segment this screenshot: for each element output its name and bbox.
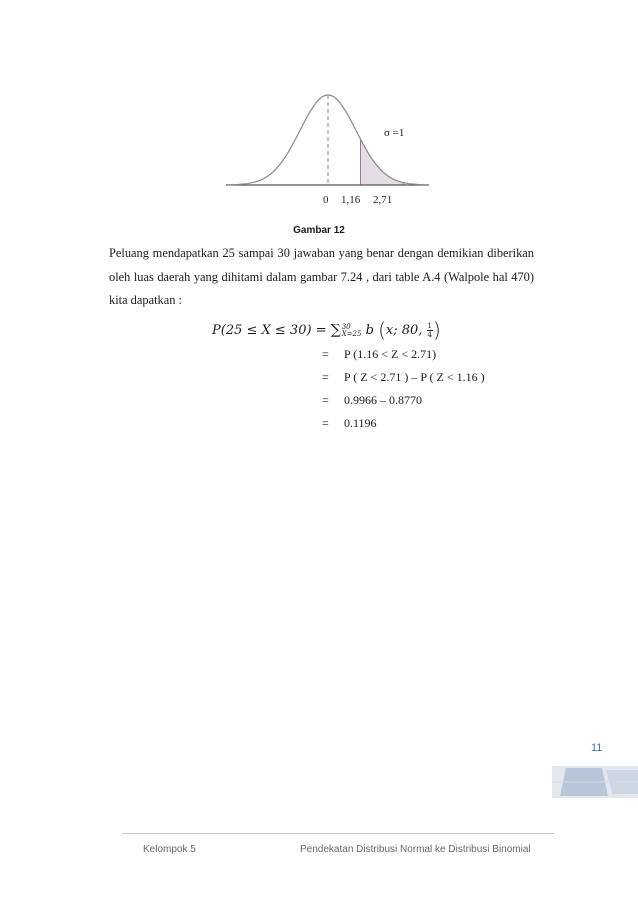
open-paren: (: [378, 318, 386, 342]
sigma-label: σ =1: [384, 127, 405, 139]
equals-sign: =: [322, 370, 329, 384]
formula-step-3: [322, 393, 422, 408]
paragraph-line-1: Peluang mendapatkan 25 sampai 30 jawaban yang benar dengan demikian diberikan: [109, 246, 534, 260]
step-text: P ( Z < 2.71 ) – P ( Z < 1.16 ): [344, 370, 485, 384]
fraction-numerator: 1: [427, 322, 433, 330]
paragraph-line-2: oleh luas daerah yang dihitami dalam gambar 7.24 , dari table A.4 (Walpole hal 470): [109, 269, 534, 284]
formula-lhs: P(25 ≤ X ≤ 30) =: [212, 323, 331, 338]
footer-divider: [122, 833, 554, 834]
fraction-denominator: 4: [427, 331, 433, 339]
sum-sign: ∑: [330, 322, 341, 338]
tick-label-1: 1,16: [341, 194, 361, 206]
footer-group-name: Kelompok 5: [143, 844, 196, 855]
formula-step-1: [322, 347, 436, 362]
formula-term: b: [365, 323, 374, 338]
tick-label-2: 2,71: [373, 194, 393, 206]
step-text: 0.9966 – 0.8770: [344, 393, 422, 407]
footer-document-title: Pendekatan Distribusi Normal ke Distribusi Binomial: [300, 844, 531, 855]
tick-label-0: 0: [323, 194, 329, 206]
sum-lower: X=25: [341, 329, 362, 338]
step-text: P (1.16 < Z < 2.71): [344, 347, 437, 361]
formula-args: x; 80,: [385, 323, 427, 338]
figure-caption: Gambar 12: [293, 225, 345, 236]
corner-decoration: [552, 766, 638, 798]
formula-step-2: [322, 370, 485, 385]
equals-sign: =: [322, 393, 329, 407]
close-paren: ): [433, 318, 441, 342]
paragraph-line-3: kita dapatkan :: [109, 293, 182, 307]
step-text: 0.1196: [344, 416, 377, 430]
body-paragraph: [109, 242, 534, 313]
equals-sign: =: [322, 347, 329, 361]
formula-step-4: [322, 416, 377, 431]
formula-main: [212, 318, 441, 342]
sum-upper: 30: [341, 322, 351, 331]
page-number: 11: [591, 742, 603, 754]
equals-sign: =: [322, 416, 329, 430]
sum-limits: [342, 324, 362, 338]
shaded-area: [360, 139, 403, 185]
